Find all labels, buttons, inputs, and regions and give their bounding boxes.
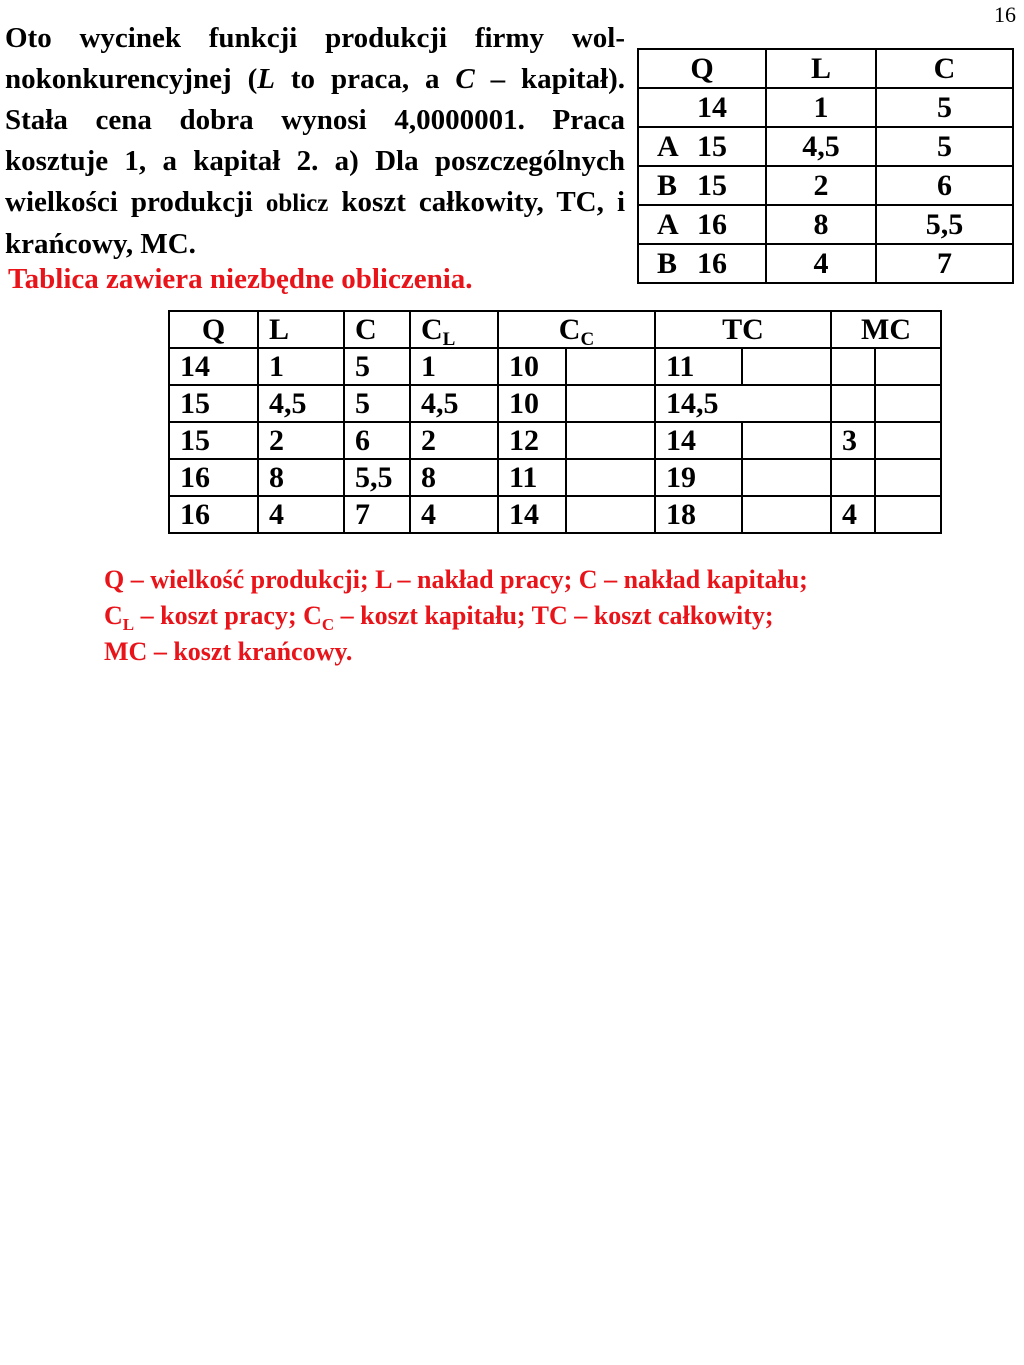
q-value: 16 [697, 207, 727, 241]
cell-c: 5,5 [876, 205, 1013, 244]
legend-cl: C [104, 601, 123, 630]
table-row [169, 496, 941, 533]
cell-empty [742, 496, 831, 533]
cell-cc: 14 [498, 496, 566, 533]
cell-q: 16 [169, 459, 258, 496]
cell-empty [742, 422, 831, 459]
header-cc-main: C [558, 312, 581, 346]
row-label: B [657, 246, 678, 280]
cell-tc: 14 [655, 422, 742, 459]
var-l: L [257, 63, 275, 95]
q-value: 15 [697, 168, 727, 202]
cell-tc: 14,5 [655, 385, 831, 422]
cell-c: 6 [876, 166, 1013, 205]
cell-q: 14 [169, 348, 258, 385]
cell-c: 5 [344, 348, 410, 385]
q-value: 16 [697, 246, 727, 280]
cell-empty [742, 348, 831, 385]
legend-text-b: – koszt kapitału; TC – koszt całkowity; [334, 601, 774, 630]
cell-c: 6 [344, 422, 410, 459]
header-q: Q [169, 311, 258, 348]
cell-l: 2 [258, 422, 344, 459]
cell-mc [831, 348, 875, 385]
header-c: C [344, 311, 410, 348]
cell-c: 5 [876, 127, 1013, 166]
table-row [638, 127, 1013, 166]
cell-l: 4 [766, 244, 876, 283]
legend-cl-sub: L [122, 615, 135, 634]
cell-c: 7 [876, 244, 1013, 283]
intro-text-2: to praca, a [274, 63, 456, 95]
legend-cc-sub: C [321, 615, 335, 634]
problem-statement [5, 18, 625, 265]
cell-cl: 4,5 [410, 385, 498, 422]
cell-l: 4,5 [258, 385, 344, 422]
cell-empty [566, 385, 655, 422]
cell-l: 8 [258, 459, 344, 496]
var-c: C [455, 63, 475, 95]
cell-cc: 10 [498, 385, 566, 422]
table-header-row [638, 49, 1013, 88]
legend-text-a: – koszt pracy; [134, 601, 304, 630]
cell-l: 1 [258, 348, 344, 385]
cell-q: 15 [169, 422, 258, 459]
cell-mc [831, 459, 875, 496]
table-row [638, 88, 1013, 127]
cell-cc: 10 [498, 348, 566, 385]
cell-cl: 2 [410, 422, 498, 459]
cell-empty [875, 422, 941, 459]
table-row [638, 166, 1013, 205]
intro-text-4: koszt całkowity, TC, i krańcowy, MC. [5, 186, 625, 260]
cell-empty [875, 385, 941, 422]
legend-cc: C [303, 601, 322, 630]
cell-c: 5,5 [344, 459, 410, 496]
cell-q [638, 205, 766, 244]
q-value: 14 [697, 90, 727, 124]
cell-l: 4,5 [766, 127, 876, 166]
cost-calculation-table [168, 310, 942, 534]
header-l: L [258, 311, 344, 348]
legend-line-2 [104, 598, 808, 634]
q-value: 15 [697, 129, 727, 163]
cell-l: 2 [766, 166, 876, 205]
production-function-table [637, 48, 1014, 284]
cell-l: 1 [766, 88, 876, 127]
header-cl-sub: L [442, 328, 456, 350]
legend [104, 562, 808, 670]
table-header-row [169, 311, 941, 348]
cell-c: 7 [344, 496, 410, 533]
row-label: A [657, 207, 679, 241]
cell-c: 5 [876, 88, 1013, 127]
cell-l: 4 [258, 496, 344, 533]
table-row [169, 459, 941, 496]
cell-mc [831, 385, 875, 422]
note-red: Tablica zawiera niezbędne obliczenia. [8, 263, 473, 295]
cell-cl: 1 [410, 348, 498, 385]
cell-tc: 18 [655, 496, 742, 533]
header-q: Q [638, 49, 766, 88]
cell-empty [875, 459, 941, 496]
table-row [638, 205, 1013, 244]
cell-cc: 11 [498, 459, 566, 496]
header-l: L [766, 49, 876, 88]
cell-q: 16 [169, 496, 258, 533]
cell-empty [742, 459, 831, 496]
cell-empty [566, 459, 655, 496]
header-mc: MC [831, 311, 941, 348]
table-row [169, 385, 941, 422]
cell-cc: 12 [498, 422, 566, 459]
cell-cl: 4 [410, 496, 498, 533]
header-cl [410, 311, 498, 348]
cell-empty [875, 496, 941, 533]
page-number: 16 [994, 2, 1016, 27]
cell-tc: 11 [655, 348, 742, 385]
cell-q: 15 [169, 385, 258, 422]
cell-empty [566, 348, 655, 385]
cell-q [638, 88, 766, 127]
legend-line-1: Q – wielkość produkcji; L – nakład pracy; C – nakład kapitału; [104, 565, 808, 594]
intro-text-3: – kapitał). Stała cena dobra wynosi 4,0000001. Praca kosztuje 1, a kapitał 2. a) Dla poszczególnych wielkości produkcji [5, 63, 625, 218]
cell-cl: 8 [410, 459, 498, 496]
intro-text-1: Oto wycinek funkcji produkcji firmy wolnokonkurencyjnej ( [5, 22, 625, 95]
cell-c: 5 [344, 385, 410, 422]
table-row [169, 348, 941, 385]
cell-q [638, 127, 766, 166]
row-label: A [657, 129, 679, 163]
header-cc-sub: C [580, 328, 595, 350]
table-row [169, 422, 941, 459]
cell-mc: 4 [831, 496, 875, 533]
table-row [638, 244, 1013, 283]
cell-q [638, 166, 766, 205]
header-cc [498, 311, 655, 348]
header-tc: TC [655, 311, 831, 348]
cell-mc: 3 [831, 422, 875, 459]
legend-line-3: MC – koszt krańcowy. [104, 637, 353, 666]
cell-l: 8 [766, 205, 876, 244]
cell-tc: 19 [655, 459, 742, 496]
cell-empty [875, 348, 941, 385]
header-cl-main: C [421, 312, 443, 346]
cell-empty [566, 496, 655, 533]
header-c: C [876, 49, 1013, 88]
cell-q [638, 244, 766, 283]
row-label: B [657, 168, 678, 202]
cell-empty [566, 422, 655, 459]
intro-small-word: oblicz [265, 190, 329, 217]
